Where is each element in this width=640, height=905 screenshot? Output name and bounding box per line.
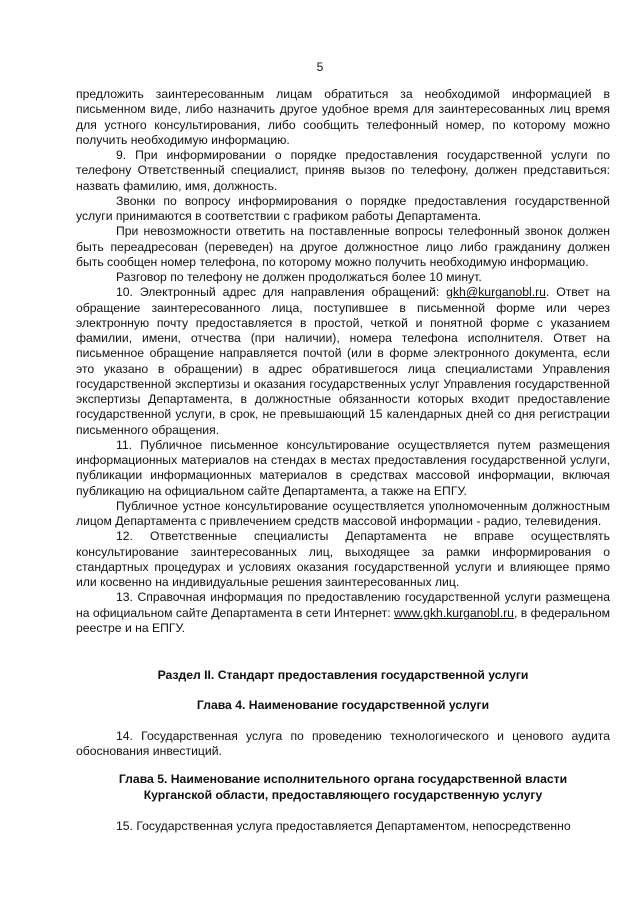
paragraph-9-redirect: При невозможности ответить на поставленные вопросы телефонный звонок должен быть переадресован (переведен) на другое должностное лицо либо гражданину должен быть сообщен номер телефона, по которому можно получить необходимую информацию. <box>76 224 610 269</box>
page-number: 5 <box>316 60 324 74</box>
paragraph-13-rest: , в федеральном реестре и на ЕПГУ. <box>76 605 610 635</box>
paragraph-10 <box>76 285 610 438</box>
paragraph-13 <box>76 590 610 636</box>
section-2-title: Раздел II. Стандарт предоставления государственной услуги <box>157 668 529 682</box>
paragraph-15: 15. Государственная услуга предоставляется Департаментом, непосредственно <box>116 819 571 833</box>
chapter-4-heading <box>76 698 610 714</box>
paragraph-14: 14. Государственная услуга по проведению технологического и ценового аудита обоснования инвестиций. <box>76 729 610 759</box>
paragraph-9-duration: Разговор по телефону не должен продолжаться более 10 минут. <box>116 270 482 284</box>
paragraph-9-calls: Звонки по вопросу информирования о порядке предоставления государственной услуги принимаются в соответствии с графиком работы Департамента. <box>76 193 610 223</box>
paragraph-10-rest: . Ответ на обращение заинтересованного лица, поступившее в письменной форме или через электронную почту предоставляется в простой, четкой и понятной форме с указанием фамилии, имени, отчества (при наличии), номера телефона исполнителя. Ответ на письменное обращение направляется почтой (или в форме электронного документа, если это указано в обращении) в адрес обратившегося лица специалистами Управления государственной экспертизы и оказания государственных услуг Управления государственной экспертизы Департамента, в должностные обязанности которых входит предоставление государственной услуги, в срок, не превышающий 15 календарных дней со дня регистрации письменного обращения. <box>76 285 610 437</box>
chapter-5-title-line-1: Глава 5. Наименование исполнительного органа государственной власти <box>118 772 568 786</box>
section-2-heading <box>76 668 610 684</box>
paragraph-11: 11. Публичное письменное консультирование осуществляется путем размещения информационных материалов на стендах в местах предоставления государственной услуги, публикации информационных материалов в средствах массовой информации, включая публикацию на официальном сайте Департамента, а также на ЕПГУ. <box>76 437 610 498</box>
chapter-4-title: Глава 4. Наименование государственной услуги <box>196 698 490 712</box>
paragraph-11-oral: Публичное устное консультирование осуществляется уполномоченным должностным лицом Департамента с привлечением средств массовой информации - радио, телевидения. <box>76 498 610 528</box>
email-link[interactable]: gkh@kurganobl.ru <box>446 285 546 300</box>
paragraph-9: 9. При информировании о порядке предоставления государственной услуги по телефону Ответственный специалист, приняв вызов по телефону, должен представиться: назвать фамилию, имя, должность. <box>76 148 610 193</box>
website-link[interactable]: www.gkh.kurganobl.ru <box>394 605 514 620</box>
chapter-5-title-line-2: Курганской области, предоставляющего государственную услугу <box>143 787 543 802</box>
intro-paragraph: предложить заинтересованным лицам обратиться за необходимой информацией в письменном виде, либо назначить другое удобное время для заинтересованных лиц время для устного консультирования, либо сообщить телефонный номер, по которому можно получить необходимую информацию. <box>76 87 610 147</box>
body-text <box>76 87 610 636</box>
paragraph-12: 12. Ответственные специалисты Департамента не вправе осуществлять консультирование заинтересованных лиц, выходящее за рамки информирования о стандартных процедурах и условиях оказания государственной услуги и влияющее прямо или косвенно на индивидуальные решения заинтересованных лиц. <box>76 529 610 589</box>
chapter-5-heading <box>76 772 610 803</box>
paragraph-13-start: 13. Справочная информация по предоставлению государственной услуги размещена на официальном сайте Департамента в сети Интернет: <box>76 590 610 620</box>
paragraph-15-block <box>76 819 610 834</box>
paragraph-14-block <box>76 729 610 760</box>
paragraph-10-start: 10. Электронный адрес для направления обращений: <box>116 285 447 300</box>
